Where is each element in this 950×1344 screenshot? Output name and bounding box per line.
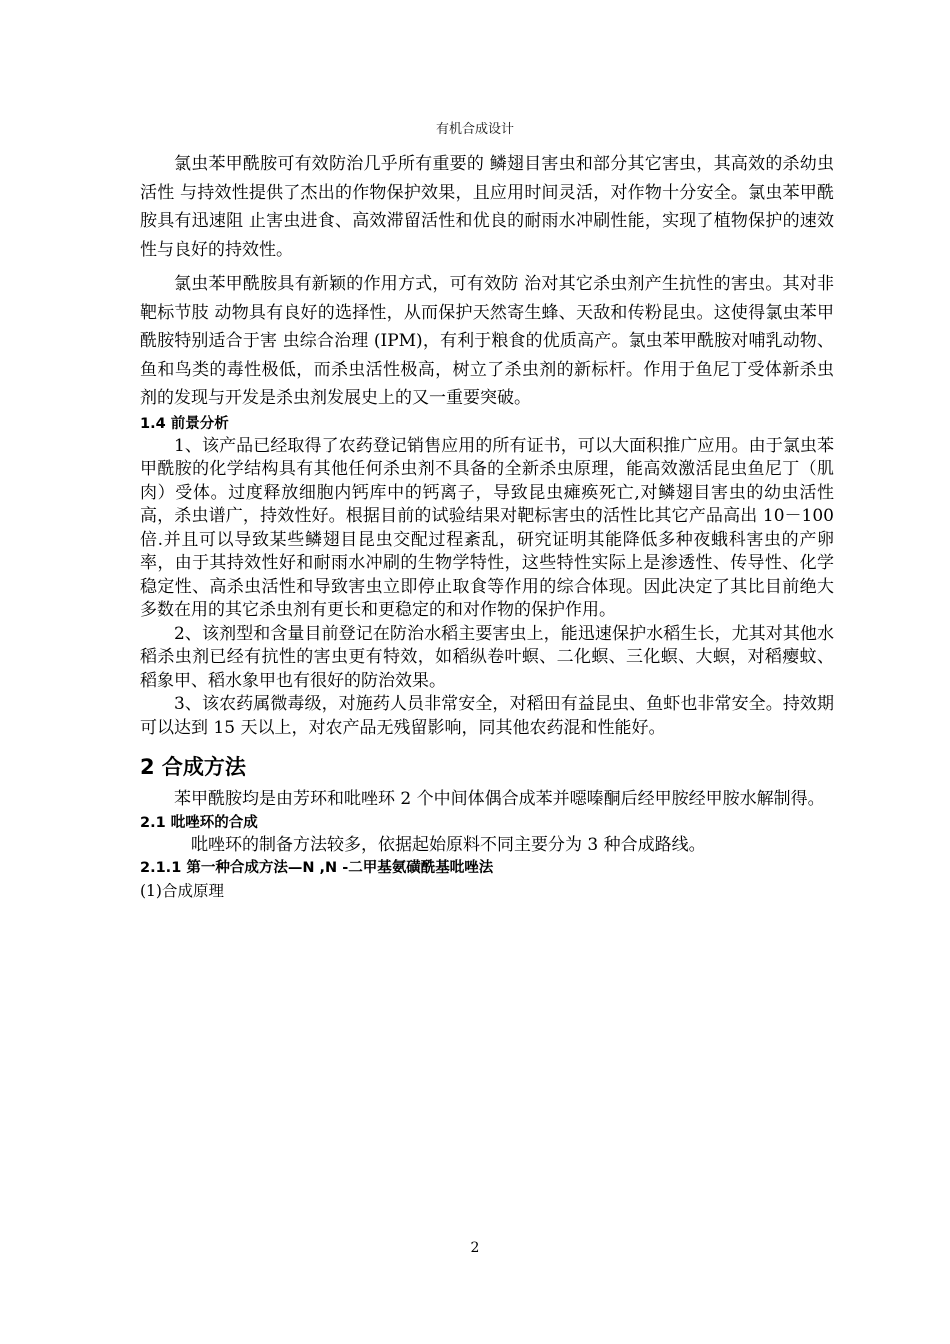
list-item-heading: (1)合成原理	[140, 882, 224, 900]
section-heading-2-1: 2.1 吡唑环的合成	[140, 814, 258, 831]
paragraph: 吡唑环的制备方法较多，依据起始原料不同主要分为 3 种合成路线。	[191, 834, 706, 855]
section-heading-1-4: 1.4 前景分析	[140, 415, 229, 432]
page-header: 有机合成设计	[435, 122, 514, 137]
paragraph: 苯甲酰胺均是由芳环和吡唑环 2 个中间体偶合成苯并噁嗪酮后经甲胺经甲胺水解制得。	[174, 789, 825, 809]
paragraph: 氯虫苯甲酰胺具有新颖的作用方式，可有效防 治对其它杀虫剂产生抗性的害虫。其对非靶标节肢 动物具有良好的选择性，从而保护天然寄生蜂、天敌和传粉昆虫。这使得氯虫苯甲酰胺特别适合于害 虫综合治理 (IPM)，有利于粮食的优质高产。氯虫苯甲酰胺对哺乳动物、鱼和鸟类的毒性极低，而杀虫活性极高，树立了杀虫剂的新标杆。作用于鱼尼丁受体新杀虫剂的发现与开发是杀虫剂发展史上的又一重要突破。	[140, 274, 834, 408]
paragraph: 氯虫苯甲酰胺可有效防治几乎所有重要的 鳞翅目害虫和部分其它害虫，其高效的杀幼虫活性 与持效性提供了杰出的作物保护效果，且应用时间灵活，对作物十分安全。氯虫苯甲酰胺具有迅速阻 止害虫进食、高效滞留活性和优良的耐雨水冲刷性能，实现了植物保护的速效性与良好的持效性。	[140, 154, 834, 260]
paragraph: 3、该农药属微毒级，对施药人员非常安全，对稻田有益昆虫、鱼虾也非常安全。持效期可以达到 15 天以上，对农产品无残留影响，同其他农药混和性能好。	[140, 694, 834, 738]
page-number: 2	[470, 1240, 480, 1256]
page-content	[140, 150, 834, 903]
section-heading-2: 2 合成方法	[140, 755, 246, 779]
paragraph: 1、该产品已经取得了农药登记销售应用的所有证书，可以大面积推广应用。由于氯虫苯甲酰胺的化学结构具有其他任何杀虫剂不具备的全新杀虫原理，能高效激活昆虫鱼尼丁（肌肉）受体。过度释放细胞内钙库中的钙离子，导致昆虫瘫痪死亡,对鳞翅目害虫的幼虫活性高，杀虫谱广，持效性好。根据目前的试验结果对靶标害虫的活性比其它产品高出 10－100 倍.并且可以导致某些鳞翅目昆虫交配过程紊乱，研究证明其能降低多种夜蛾科害虫的产卵率，由于其持效性好和耐雨水冲刷的生物学特性，这些特性实际上是渗透性、传导性、化学稳定性、高杀虫活性和导致害虫立即停止取食等作用的综合体现。因此决定了其比目前绝大多数在用的其它杀虫剂有更长和更稳定的和对作物的保护作用。	[140, 435, 834, 620]
paragraph: 2、该剂型和含量目前登记在防治水稻主要害虫上，能迅速保护水稻生长，尤其对其他水稻杀虫剂已经有抗性的害虫更有特效，如稻纵卷叶螟、二化螟、三化螟、大螟，对稻瘿蚊、稻象甲、稻水象甲也有很好的防治效果。	[140, 623, 834, 691]
section-heading-2-1-1: 2.1.1 第一种合成方法—N ,N -二甲基氨磺酰基吡唑法	[140, 860, 494, 876]
